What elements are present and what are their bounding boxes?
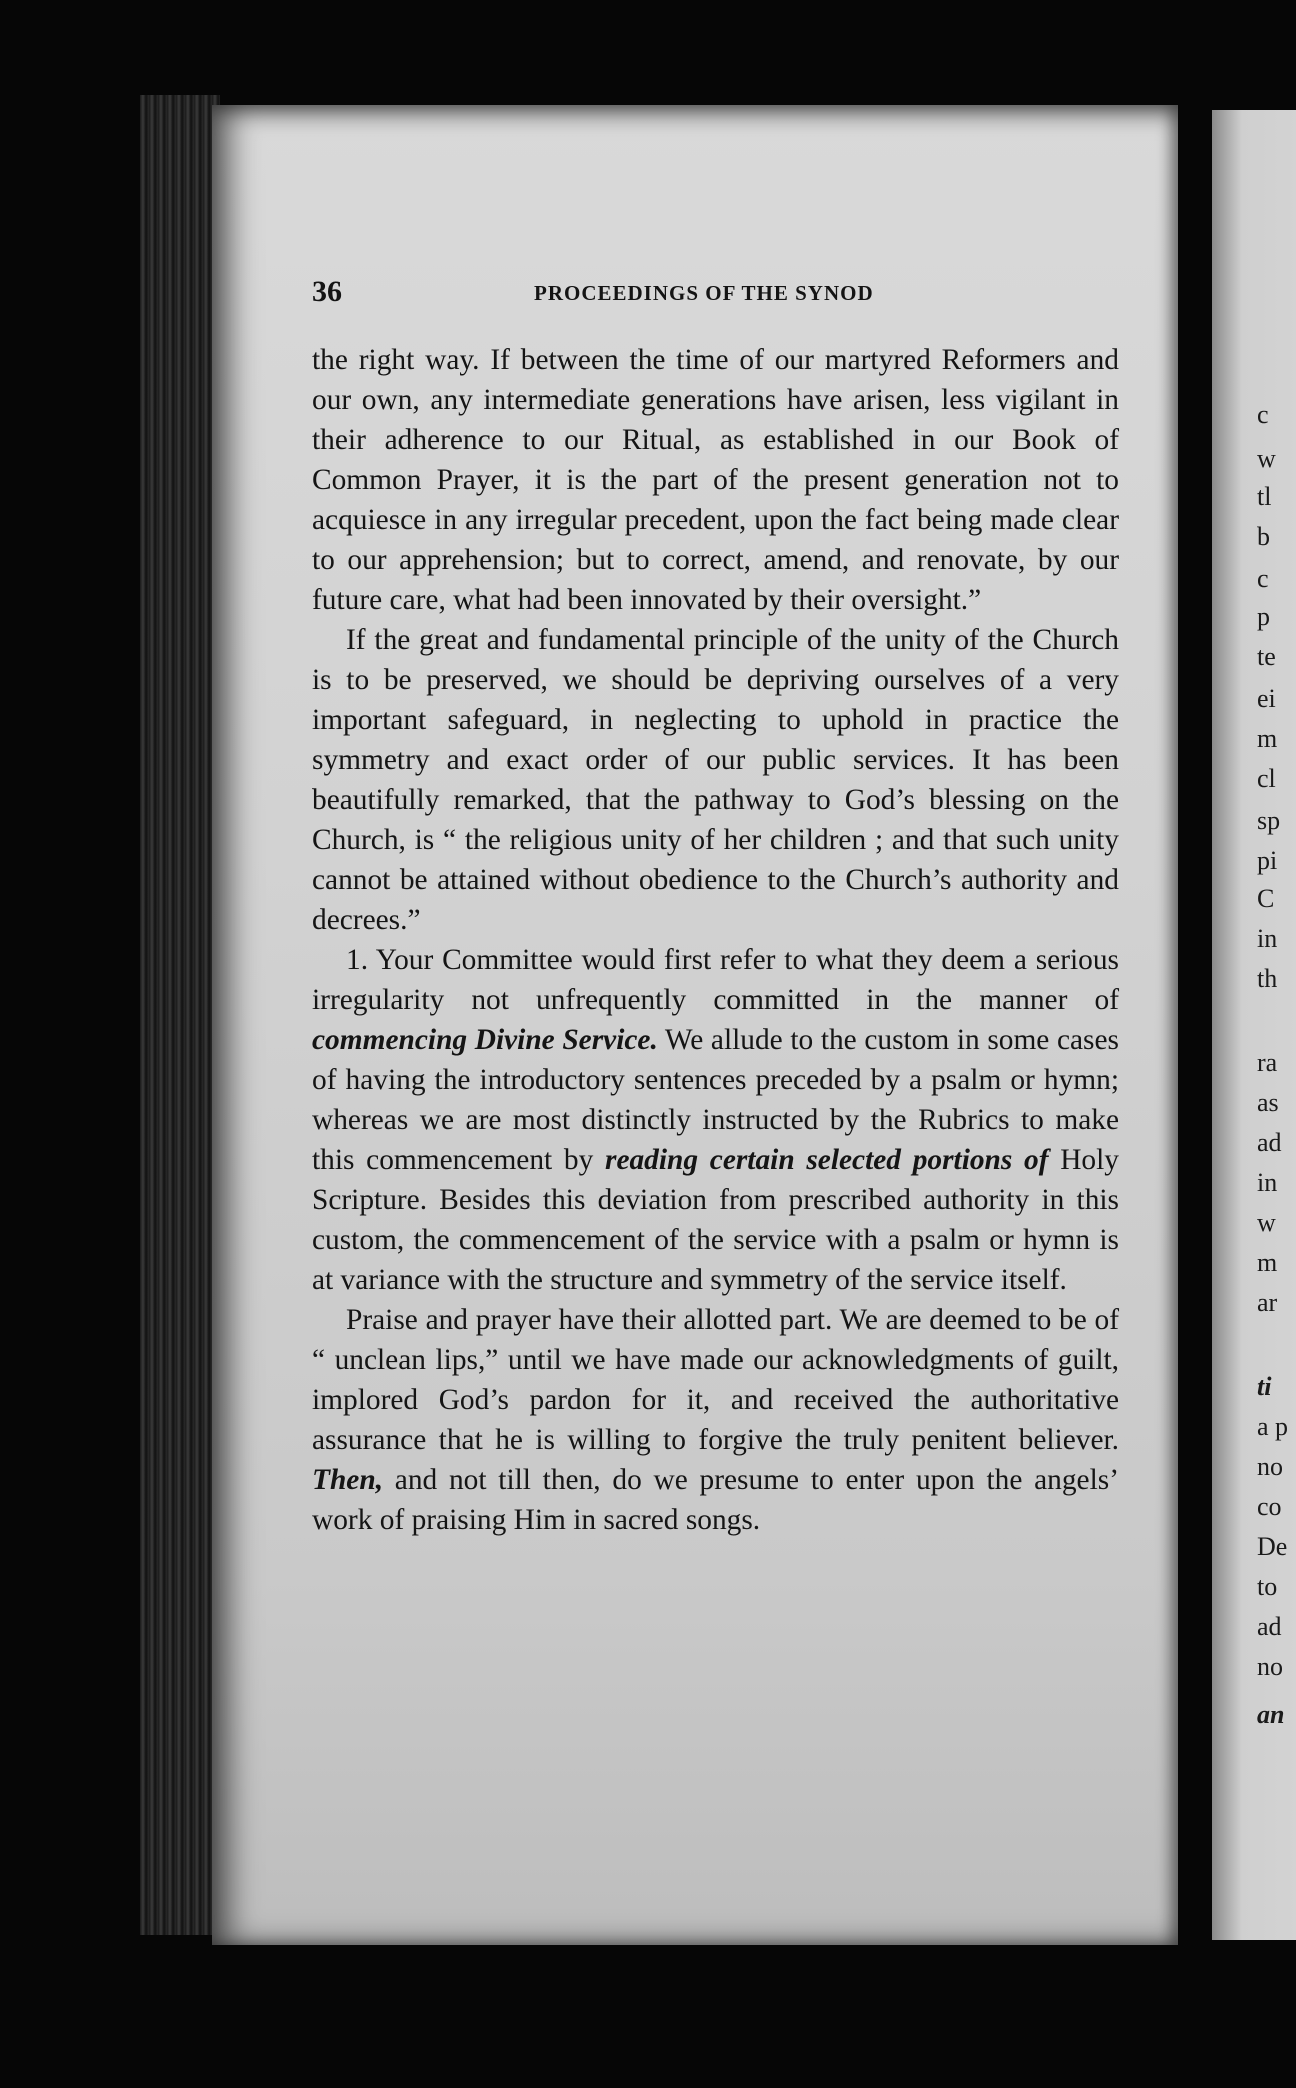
next-page-fragment: c — [1257, 400, 1269, 429]
next-page-fragment: pi — [1257, 846, 1278, 875]
emphasized-text: commencing Divine Service. — [312, 1024, 658, 1056]
running-head: PROCEEDINGS OF THE SYNOD — [534, 281, 874, 305]
next-page-fragment: ti — [1257, 1372, 1272, 1401]
next-page-fragment: te — [1257, 642, 1276, 671]
book-page — [212, 105, 1178, 1945]
next-page-fragment: a p — [1257, 1412, 1289, 1441]
next-page-fragment: th — [1257, 964, 1278, 993]
next-page-fragment: in — [1257, 924, 1278, 953]
next-page-fragment: ad — [1257, 1128, 1282, 1157]
next-page-fragment: cl — [1257, 764, 1276, 793]
next-page-fragment: m — [1257, 1248, 1278, 1277]
next-page-fragment: co — [1257, 1492, 1282, 1521]
emphasized-text: reading certain selected portions of — [605, 1144, 1049, 1176]
next-page-fragment: as — [1257, 1088, 1279, 1117]
body-text — [312, 340, 1119, 1540]
emphasized-text: Then, — [312, 1464, 384, 1496]
paragraph-praise — [312, 1300, 1119, 1540]
text-segment: the right way. If between the time of our martyred Reformers and our own, any intermediate generations have arisen, less vigilant in their adherence to our Ritual, as established in our Book of Common Prayer, it is the part of the present generation not to acquiesce in any irregular precedent, upon the fact being made clear to our apprehension; but to correct, amend, and renovate, by our future care, what had been innovated by their oversight.” — [312, 344, 1119, 616]
paragraph-committee — [312, 940, 1119, 1300]
next-page-fragment: p — [1257, 602, 1270, 631]
next-page-fragment: w — [1257, 1208, 1276, 1237]
next-page-fragment: b — [1257, 522, 1270, 551]
text-segment: and not till then, do we presume to enter upon the angels’ work of praising Him in sacred songs. — [312, 1464, 1119, 1536]
next-page-fragment: ei — [1257, 684, 1276, 713]
text-segment: If the great and fundamental principle of the unity of the Church is to be preserved, we should be depriving ourselves of a very important safeguard, in neglecting to uphold in practice the symmetry and exact order of our public services. It has been beautifully remarked, that the pathway to God’s blessing on the Church, is “ the religious unity of her children ; and that such unity cannot be attained without obedience to the Church’s authority and decrees.” — [312, 624, 1119, 936]
adjacent-page — [1212, 110, 1296, 1940]
text-segment: 1. Your Committee would first refer to what they deem a serious irregularity not unfrequently committed in the manner of — [312, 944, 1119, 1016]
next-page-fragment: ra — [1257, 1048, 1278, 1077]
next-page-fragment: m — [1257, 724, 1278, 753]
next-page-fragment: no — [1257, 1452, 1283, 1481]
next-page-fragment: no — [1257, 1652, 1283, 1681]
next-page-fragment: sp — [1257, 806, 1281, 835]
next-page-fragment: De — [1257, 1532, 1288, 1561]
next-page-fragment: tl — [1257, 482, 1272, 511]
next-page-fragment: an — [1257, 1700, 1285, 1729]
next-page-fragment: w — [1257, 444, 1276, 473]
next-page-fragment: c — [1257, 564, 1269, 593]
page-number: 36 — [312, 275, 342, 308]
text-segment: We allude to the custom in some cases of having the introductory sentences preceded by a psalm or hymn; whereas we are most distinctly instructed by the Rubrics to make this commencement by — [312, 1024, 1119, 1176]
text-segment: Praise and prayer have their allotted part. We are deemed to be of “ unclean lips,” until we have made our acknowledgments of guilt, implored God’s pardon for it, and received the authoritative assurance that he is willing to forgive the truly penitent believer. — [312, 1304, 1119, 1456]
page-header — [312, 275, 1052, 315]
next-page-fragment: in — [1257, 1168, 1278, 1197]
next-page-fragment: to — [1257, 1572, 1278, 1601]
next-page-fragment: ar — [1257, 1288, 1278, 1317]
book-page-edges — [140, 95, 220, 1935]
text-segment: Holy Scripture. Besides this deviation from prescribed authority in this custom, the commencement of the service with a psalm or hymn is at variance with the structure and symmetry of the service itself. — [312, 1144, 1119, 1296]
paragraph-unity — [312, 620, 1119, 940]
next-page-fragment: C — [1257, 884, 1275, 913]
next-page-fragment: ad — [1257, 1612, 1282, 1641]
paragraph-continued — [312, 340, 1119, 620]
